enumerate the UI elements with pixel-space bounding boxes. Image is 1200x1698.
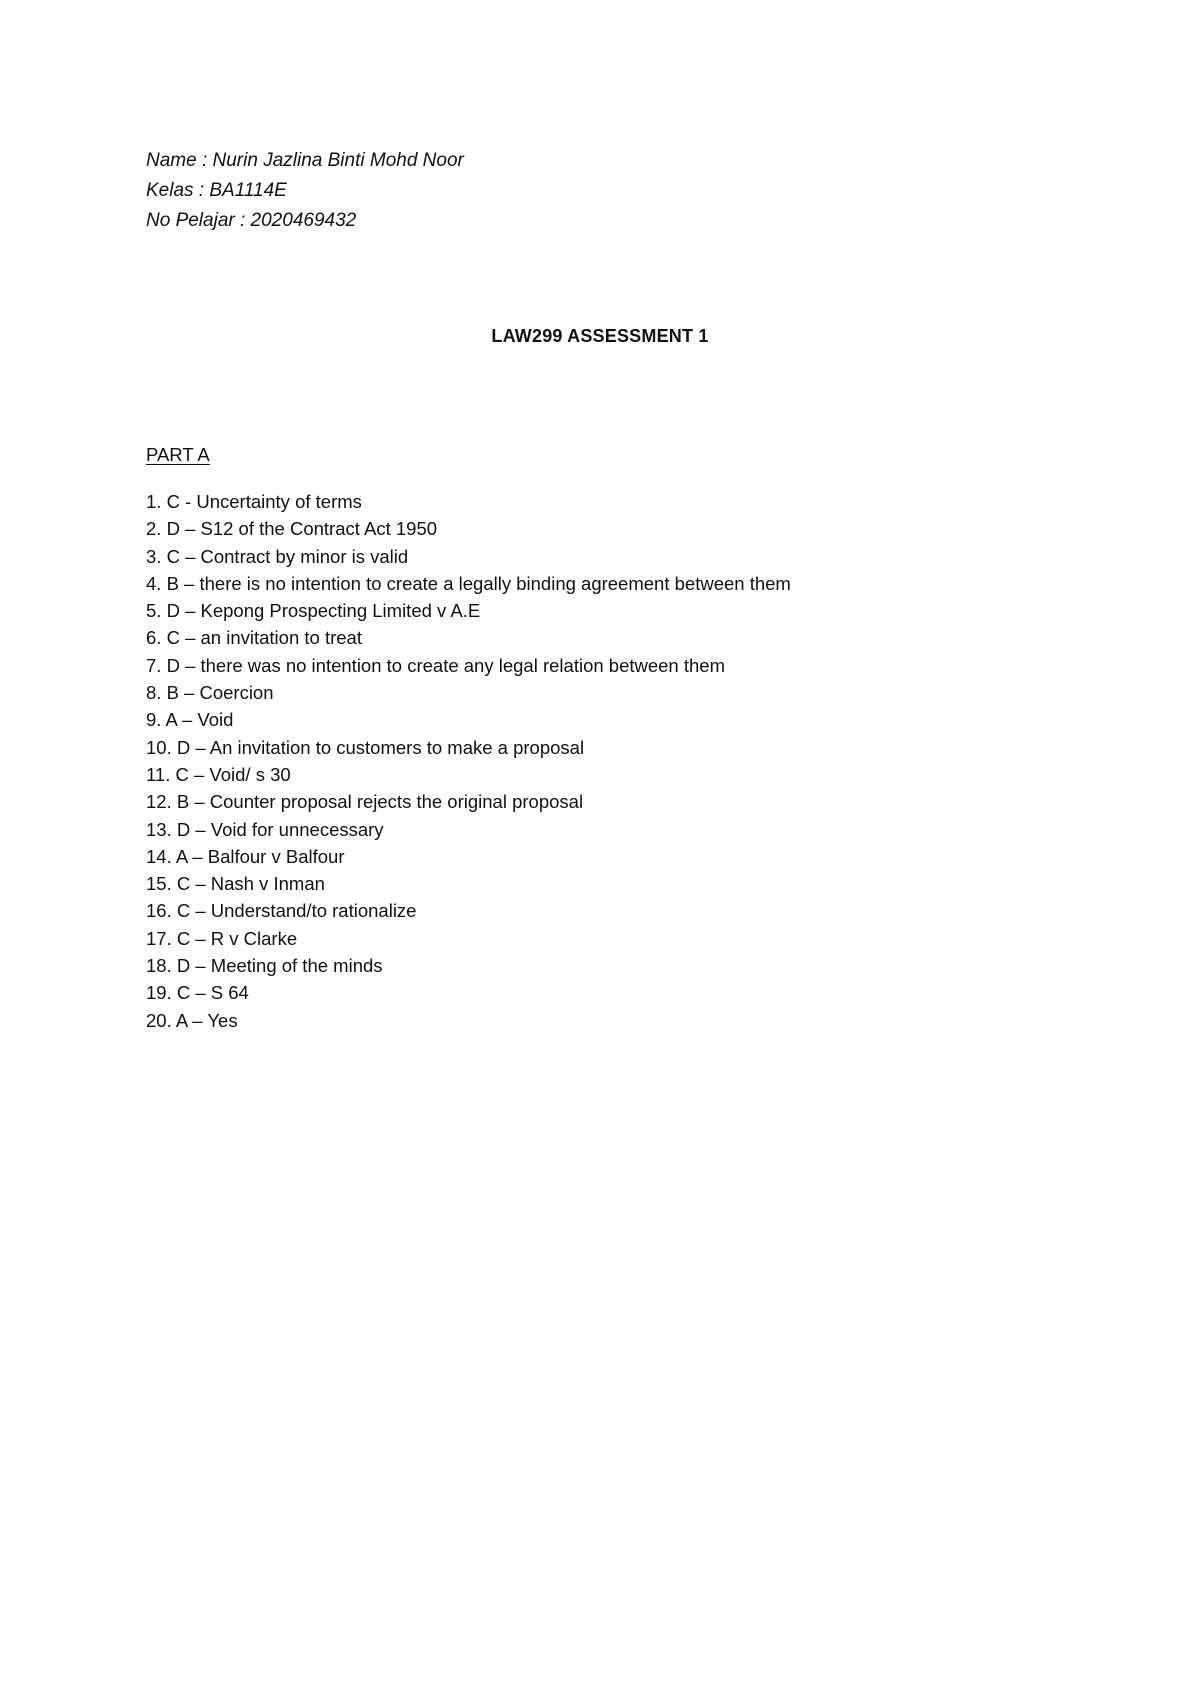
answer-item: 18. D – Meeting of the minds (146, 955, 383, 977)
answer-item: 19. C – S 64 (146, 982, 249, 1004)
answer-item: 5. D – Kepong Prospecting Limited v A.E (146, 600, 481, 622)
answer-item: 2. D – S12 of the Contract Act 1950 (146, 518, 438, 540)
answer-item: 17. C – R v Clarke (146, 927, 298, 949)
answer-item: 8. B – Coercion (146, 682, 274, 704)
part-heading: PART A (146, 444, 210, 465)
answer-item: 7. D – there was no intention to create any legal relation between them (146, 654, 725, 676)
answer-item: 11. C – Void/ s 30 (146, 763, 291, 785)
student-info-block (146, 146, 464, 236)
answer-item: 13. D – Void for unnecessary (146, 818, 384, 840)
answer-item: 12. B – Counter proposal rejects the original proposal (146, 791, 584, 813)
answer-item: 15. C – Nash v Inman (146, 873, 325, 895)
answer-item: 9. A – Void (146, 709, 234, 731)
student-id: No Pelajar : 2020469432 (146, 210, 357, 231)
answer-item: 4. B – there is no intention to create a legally binding agreement between them (146, 572, 791, 594)
answer-item: 3. C – Contract by minor is valid (146, 545, 409, 567)
document-title: LAW299 ASSESSMENT 1 (491, 326, 709, 346)
answer-list (146, 488, 791, 1034)
answer-item: 14. A – Balfour v Balfour (146, 845, 345, 867)
answer-item: 16. C – Understand/to rationalize (146, 900, 417, 922)
answer-item: 20. A – Yes (146, 1009, 238, 1031)
student-class: Kelas : BA1114E (146, 180, 287, 201)
student-name: Name : Nurin Jazlina Binti Mohd Noor (146, 150, 464, 171)
answer-item: 6. C – an invitation to treat (146, 627, 362, 649)
answer-item: 10. D – An invitation to customers to make a proposal (146, 736, 585, 758)
answer-item: 1. C - Uncertainty of terms (146, 491, 362, 512)
